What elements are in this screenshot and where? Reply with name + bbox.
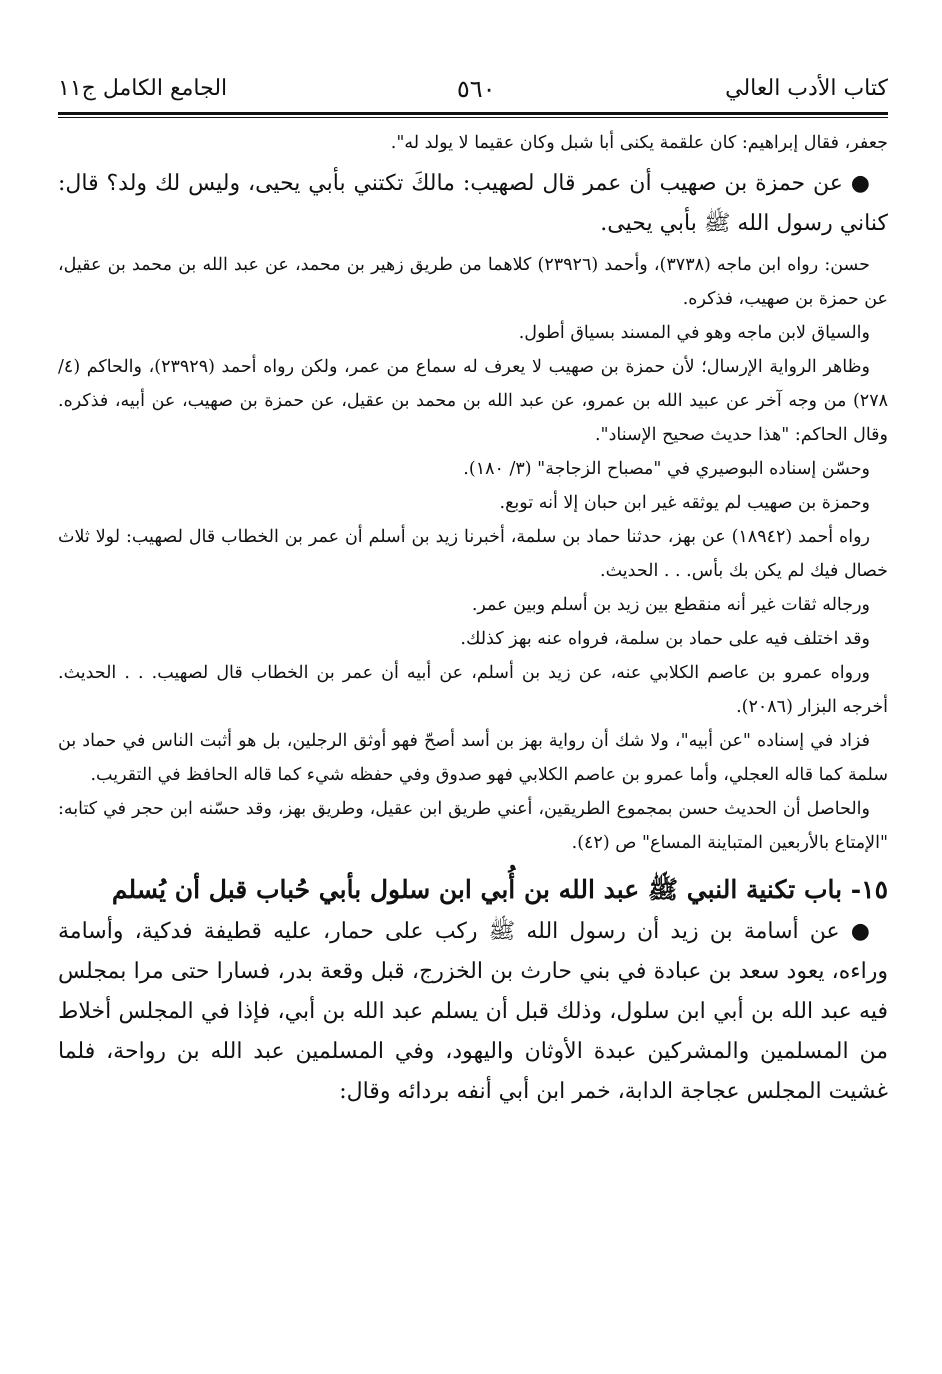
takhrij-paragraph: ورجاله ثقات غير أنه منقطع بين زيد بن أسلم وبين عمر. — [471, 595, 870, 615]
page-number: ٥٦٠ — [456, 75, 496, 103]
takhrij-paragraph: والحاصل أن الحديث حسن بمجموع الطريقين، أعني طريق ابن عقيل، وطريق بهز، وقد حسّنه ابن حجر في كتابه: "الإمتاع بالأربعين المتباينة المساع" ص (٤٢). — [58, 799, 888, 853]
takhrij-paragraph: وظاهر الرواية الإرسال؛ لأن حمزة بن صهيب لا يعرف له سماع من عمر، ولكن رواه أحمد (٢٣٩٢٩)، والحاكم (٤/ ٢٧٨) من وجه آخر عن عبيد الله بن عمرو، عن عبد الله بن محمد بن عقيل، عن حمزة بن صهيب، عن أبيه، فذكره. وقال الحاكم: "هذا حديث صحيح الإسناد". — [58, 357, 888, 445]
takhrij-paragraph: حسن: رواه ابن ماجه (٣٧٣٨)، وأحمد (٢٣٩٢٦) كلاهما من طريق زهير بن محمد، عن عبد الله بن محمد بن عقيل، عن حمزة بن صهيب، فذكره. — [58, 255, 888, 309]
takhrij-paragraph: وقد اختلف فيه على حماد بن سلمة، فرواه عنه بهز كذلك. — [460, 629, 870, 649]
footnote-continuation: جعفر، فقال إبراهيم: كان علقمة يكنى أبا شبل وكان عقيما لا يولد له". — [390, 133, 888, 153]
takhrij-paragraph: والسياق لابن ماجه وهو في المسند بسياق أطول. — [518, 323, 870, 343]
book-page — [58, 58, 888, 1338]
hadith-text: ● عن حمزة بن صهيب أن عمر قال لصهيب: مالكَ تكتني بأبي يحيى، وليس لك ولد؟ قال: كناني رسول الله ﷺ بأبي يحيى. — [58, 171, 888, 236]
takhrij-paragraph: وحسّن إسناده البوصيري في "مصباح الزجاجة" (٣/ ١٨٠). — [463, 459, 870, 479]
takhrij-paragraph: وحمزة بن صهيب لم يوثقه غير ابن حبان إلا أنه توبع. — [499, 493, 870, 513]
chapter-title: ١٥- باب تكنية النبي ﷺ عبد الله بن أُبي ابن سلول بأبي حُباب قبل أن يُسلم — [111, 875, 888, 904]
takhrij-paragraph: ورواه عمرو بن عاصم الكلابي عنه، عن زيد بن أسلم، عن أبيه أن عمر بن الخطاب قال لصهيب. . . الحديث. أخرجه البزار (٢٠٨٦). — [58, 663, 888, 717]
volume-title: الجامع الكامل ج١١ — [58, 76, 228, 101]
hadith-text: ● عن أسامة بن زيد أن رسول الله ﷺ ركب على حمار، عليه قطيفة فدكية، وأسامة وراءه، يعود سعد بن عبادة في بني حارث بن الخزرج، قبل وقعة بدر، فسارا حتى مرا بمجلس فيه عبد الله بن أبي ابن سلول، وذلك قبل أن يسلم عبد الله بن أبي، فإذا في المجلس أخلاط من المسلمين والمشركين عبدة الأوثان واليهود، وفي المسلمين عبد الله بن رواحة، فلما غشيت المجلس عجاجة الدابة، خمر ابن أبي أنفه بردائه وقال: — [58, 919, 888, 1104]
running-header — [58, 58, 888, 104]
book-title: كتاب الأدب العالي — [725, 76, 888, 101]
takhrij-paragraph: رواه أحمد (١٨٩٤٢) عن بهز، حدثنا حماد بن سلمة، أخبرنا زيد بن أسلم أن عمر بن الخطاب قال لصهيب: لولا ثلاث خصال فيك لم يكن بك بأس. . . الحديث. — [58, 527, 888, 581]
header-rule-thin — [58, 117, 888, 118]
header-rule-thick — [58, 112, 888, 115]
takhrij-paragraph: فزاد في إسناده "عن أبيه"، ولا شك أن رواية بهز بن أسد أصحّ فهو أوثق الرجلين، بل هو أثبت الناس في حماد بن سلمة كما قاله العجلي، وأما عمرو بن عاصم الكلابي فهو صدوق وفي حفظه شيء كما قاله الحافظ في التقريب. — [58, 731, 888, 785]
